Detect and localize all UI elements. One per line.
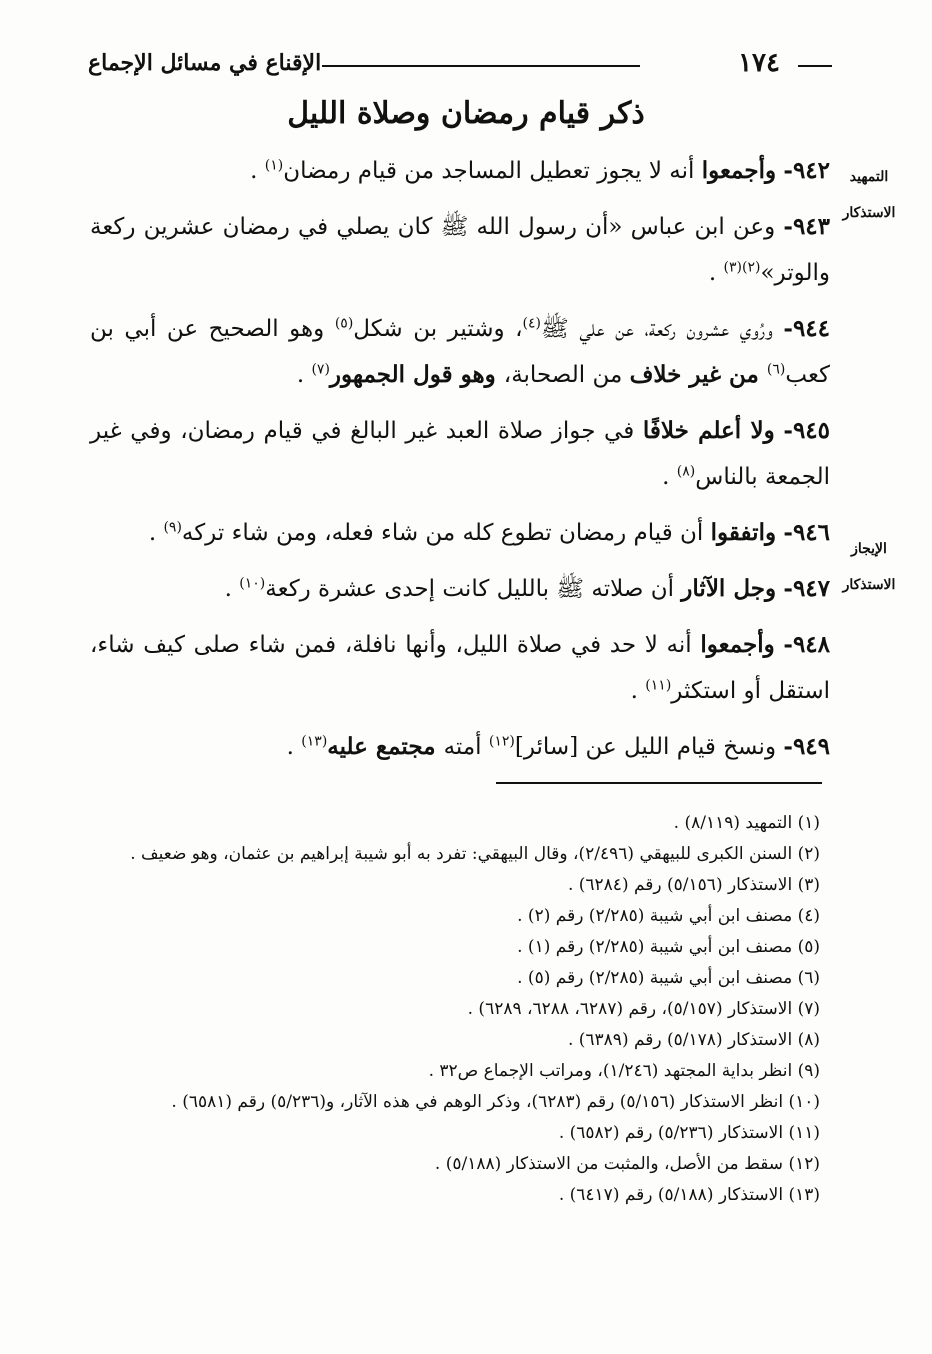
- entry-text: وعن ابن عباس «أن رسول الله ﷺ كان يصلي في رمضان عشرين ركعة والوتر»: [90, 214, 830, 286]
- footnote-ref[interactable]: (١١): [645, 677, 672, 694]
- margin-sources-2: [834, 538, 904, 596]
- footnote-ref[interactable]: (٢)(٣): [723, 259, 761, 276]
- entry-text: أنه لا يجوز تعطيل المساجد من قيام رمضان: [283, 158, 702, 184]
- footnote-ref[interactable]: (٥): [334, 315, 354, 332]
- book-title: الإقناع في مسائل الإجماع: [88, 50, 322, 76]
- entry-948: ٩٤٨- وأجمعوا أنه لا حد في صلاة الليل، وأنها نافلة، فمن شاء صلى كيف شاء، استقل أو استكثر$^{(١١)}$ .: [90, 631, 831, 704]
- footnotes: [80, 808, 820, 1211]
- entry-number: ٩٤٩-: [783, 733, 830, 760]
- margin-source: التمهيد: [849, 169, 889, 185]
- entry-lead: ولا أعلم خلافًا: [642, 417, 775, 444]
- entry-lead: وأجمعوا: [701, 157, 777, 184]
- entry-lead: وأجمعوا: [700, 631, 775, 658]
- margin-source: الاستذكار: [842, 205, 896, 221]
- footnote: (١) التمهيد (٨/١١٩) .: [673, 813, 820, 833]
- section-title: ذكر قيام رمضان وصلاة الليل: [287, 96, 645, 131]
- entry-number: ٩٤٦-: [783, 519, 830, 546]
- entry-text: أن قيام رمضان تطوع كله من شاء فعله، ومن شاء تركه: [181, 520, 711, 546]
- running-header: [88, 44, 832, 84]
- footnote: (٩) انظر بداية المجتهد (١/٢٤٦)، ومراتب الإجماع ص٣٢ .: [428, 1061, 820, 1081]
- footnote: (٦) مصنف ابن أبي شيبة (٢/٢٨٥) رقم (٥) .: [517, 968, 820, 988]
- footnote: (١٣) الاستذكار (٥/١٨٨) رقم (٦٤١٧) .: [558, 1185, 820, 1205]
- entry-text: أن صلاته ﷺ بالليل كانت إحدى عشرة ركعة: [265, 576, 682, 602]
- footnote: (١٠) انظر الاستذكار (٥/١٥٦) رقم (٦٢٨٣)، وذكر الوهم في هذه الآثار، و(٥/٢٣٦) رقم (٦٥٨١) .: [171, 1092, 820, 1112]
- header-rule-right: [798, 65, 832, 67]
- entry-number: ٩٤٨-: [783, 631, 831, 658]
- entry-number: ٩٤٧-: [783, 575, 830, 602]
- entry-number: ٩٤٢-: [783, 157, 830, 184]
- entry-946: ٩٤٦- واتفقوا أن قيام رمضان تطوع كله من شاء فعله، ومن شاء تركه$^{(٩)}$ .: [148, 519, 830, 546]
- margin-sources-1: [834, 166, 904, 224]
- entry-947: ٩٤٧- وجل الآثار أن صلاته ﷺ بالليل كانت إحدى عشرة ركعة$^{(١٠)}$ .: [224, 575, 830, 602]
- header-rule-middle: [322, 65, 640, 67]
- footnote: (٤) مصنف ابن أبي شيبة (٢/٢٨٥) رقم (٢) .: [517, 906, 820, 926]
- entry-949: ٩٤٩- ونسخ قيام الليل عن [سائر]$^{(١٢)}$ أمته مجتمع عليه$^{(١٣)}$ .: [286, 733, 830, 760]
- entry-944: ٩٤٤- ورُوي عشرون ركعة، عن علي ﷺ$^{(٤)}$، وشتير بن شكل$^{(٥)}$ وهو الصحيح عن أبي بن كعب$^{(٦)}$ من غير خلاف من الصحابة، وهو قول الجمهور$^{(٧)}$ .: [90, 315, 831, 388]
- footnote: (١٢) سقط من الأصل، والمثبت من الاستذكار (٥/١٨٨) .: [434, 1154, 820, 1174]
- entry-945: ٩٤٥- ولا أعلم خلافًا في جواز صلاة العبد غير البالغ في قيام رمضان، وفي غير الجمعة بالناس$^{(٨)}$ .: [90, 417, 831, 490]
- footnote: (٨) الاستذكار (٥/١٧٨) رقم (٦٣٨٩) .: [567, 1030, 820, 1050]
- footnote-ref[interactable]: (١٠): [239, 575, 266, 592]
- margin-source: الاستذكار: [842, 577, 896, 593]
- footnote-ref[interactable]: (٩): [163, 519, 182, 536]
- main-text: [90, 148, 830, 780]
- entry-number: ٩٤٤-: [783, 315, 831, 342]
- entry-943: ٩٤٣- وعن ابن عباس «أن رسول الله ﷺ كان يصلي في رمضان عشرين ركعة والوتر»$^{(٢)(٣)}$ .: [90, 213, 830, 286]
- footnote-ref[interactable]: (١): [264, 157, 284, 174]
- footnote: (٧) الاستذكار (٥/١٥٧)، رقم (٦٢٨٧، ٦٢٨٨، ٦٢٨٩) .: [467, 999, 820, 1019]
- footnote-ref[interactable]: (٤): [522, 315, 542, 332]
- entry-lead: وجل الآثار: [681, 575, 777, 602]
- footnote-ref[interactable]: (٨): [676, 463, 696, 480]
- page-number: ١٧٤: [738, 48, 780, 78]
- footnote: (٥) مصنف ابن أبي شيبة (٢/٢٨٥) رقم (١) .: [517, 937, 820, 957]
- entry-text: في جواز صلاة العبد غير البالغ في قيام رمضان، وفي غير الجمعة بالناس: [90, 418, 830, 490]
- footnote: (٣) الاستذكار (٥/١٥٦) رقم (٦٢٨٤) .: [567, 875, 820, 895]
- margin-source: الإيجاز: [851, 541, 887, 557]
- entry-text: أنه لا حد في صلاة الليل، وأنها نافلة، فمن شاء صلى كيف شاء، استقل أو استكثر: [90, 632, 830, 704]
- entry-lead: واتفقوا: [710, 519, 777, 546]
- entry-942: ٩٤٢- وأجمعوا أنه لا يجوز تعطيل المساجد من قيام رمضان$^{(١)}$ .: [250, 157, 830, 184]
- footnote-separator: [496, 782, 822, 784]
- footnote: (١١) الاستذكار (٥/٢٣٦) رقم (٦٥٨٢) .: [558, 1123, 820, 1143]
- footnote-ref[interactable]: (١٢): [488, 733, 515, 750]
- footnote-ref[interactable]: (٦): [766, 361, 786, 378]
- entry-number: ٩٤٥-: [783, 417, 831, 444]
- footnote-ref[interactable]: (١٣): [301, 733, 328, 750]
- footnote-ref[interactable]: (٧): [311, 361, 330, 378]
- footnote: (٢) السنن الكبرى للبيهقي (٢/٤٩٦)، وقال البيهقي: تفرد به أبو شيبة إبراهيم بن عثمان، وهو ضعيف .: [130, 844, 820, 864]
- entry-number: ٩٤٣-: [783, 213, 830, 240]
